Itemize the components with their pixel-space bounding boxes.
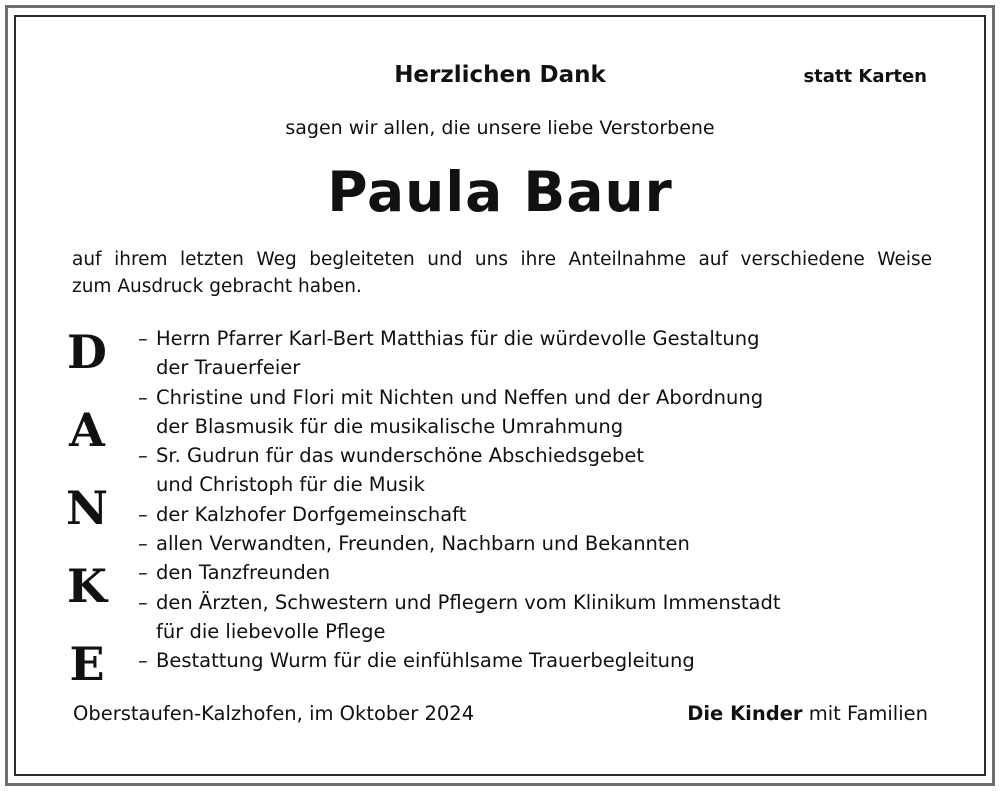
signature <box>687 702 928 725</box>
list-item-text: Sr. Gudrun für das wunderschöne Abschiedsgebet <box>156 444 644 468</box>
list-item-text: Herrn Pfarrer Karl-Bert Matthias für die würdevolle Gestaltung <box>156 327 760 350</box>
acknowledgement-paragraph <box>72 246 932 300</box>
paragraph-line-2: zum Ausdruck gebracht haben. <box>72 276 362 297</box>
danke-letter: K <box>67 559 107 613</box>
list-dash: – <box>138 327 148 350</box>
list-item-continuation: und Christoph für die Musik <box>156 473 425 497</box>
paragraph-line-1: auf ihrem letzten Weg begleiteten und uns ihre Anteilnahme auf verschiedene Weise <box>72 249 932 270</box>
list-item <box>138 588 781 647</box>
intro-line: sagen wir allen, die unsere liebe Verstorbene <box>285 117 715 139</box>
thanks-list <box>138 324 781 676</box>
list-item <box>138 558 781 587</box>
place-and-date: Oberstaufen-Kalzhofen, im Oktober 2024 <box>73 702 475 725</box>
list-dash: – <box>138 532 148 556</box>
deceased-name: Paula Baur <box>327 160 673 224</box>
list-item-text: allen Verwandten, Freunden, Nachbarn und Bekannten <box>156 532 690 556</box>
signature-bold: Die Kinder <box>687 702 803 725</box>
signature-rest: mit Familien <box>802 702 928 725</box>
list-item-text: den Tanzfreunden <box>156 561 331 585</box>
list-dash: – <box>138 590 148 614</box>
heading-title: Herzlichen Dank <box>394 62 606 88</box>
list-item-continuation: für die liebevolle Pflege <box>156 619 386 643</box>
list-item <box>138 324 781 383</box>
list-dash: – <box>138 502 148 526</box>
list-dash: – <box>138 649 148 673</box>
list-item <box>138 529 781 558</box>
list-item-text: der Kalzhofer Dorfgemeinschaft <box>156 502 467 526</box>
danke-letter: E <box>69 637 105 691</box>
list-item-text: den Ärzten, Schwestern und Pflegern vom Klinikum Immenstadt <box>156 590 781 614</box>
list-item <box>138 500 781 529</box>
list-dash: – <box>138 561 148 585</box>
list-dash: – <box>138 444 148 468</box>
statt-karten-note: statt Karten <box>803 66 927 87</box>
list-item <box>138 383 781 442</box>
list-item-text: Bestattung Wurm für die einfühlsame Trauerbegleitung <box>156 649 695 673</box>
danke-letter: A <box>69 403 105 457</box>
list-item <box>138 441 781 500</box>
danke-letter: D <box>67 325 107 379</box>
list-item <box>138 646 781 675</box>
list-item-continuation: der Trauerfeier <box>156 356 301 380</box>
list-item-text: Christine und Flori mit Nichten und Neffen und der Abordnung <box>156 385 764 409</box>
list-dash: – <box>138 385 148 409</box>
danke-vertical-word <box>63 322 111 712</box>
list-item-continuation: der Blasmusik für die musikalische Umrahmung <box>156 414 624 438</box>
danke-letter: N <box>65 481 109 535</box>
